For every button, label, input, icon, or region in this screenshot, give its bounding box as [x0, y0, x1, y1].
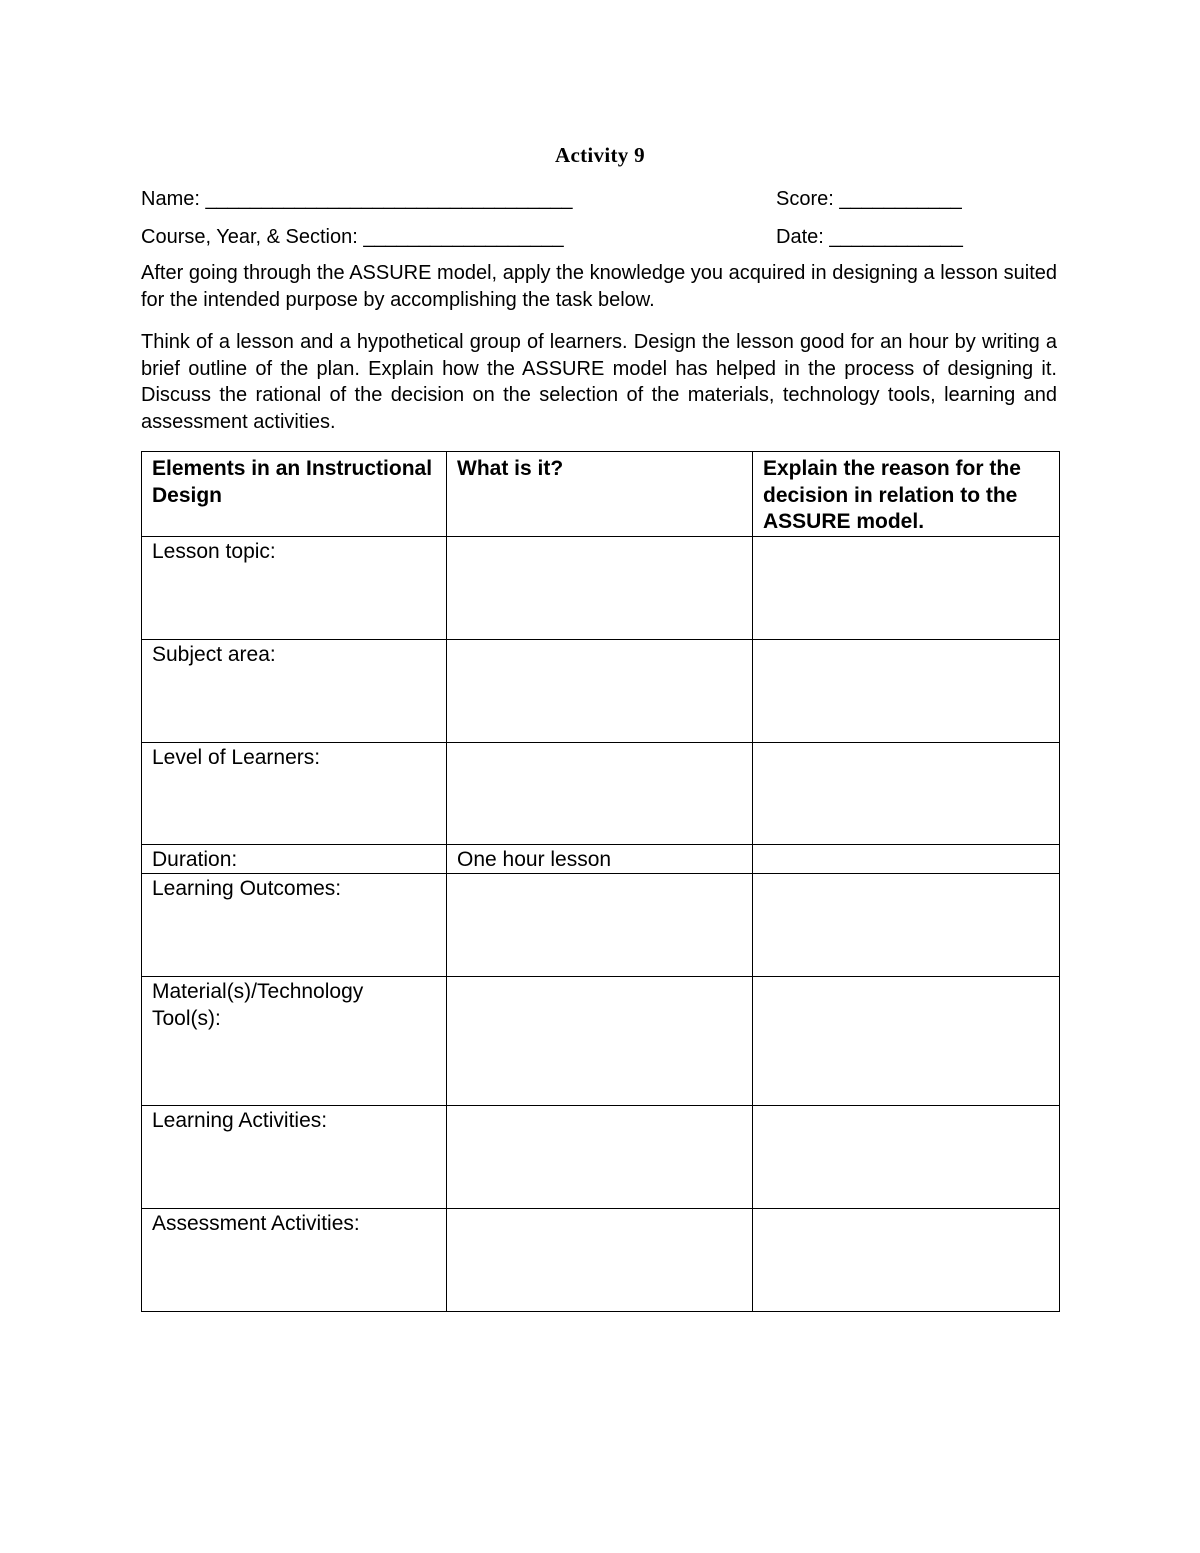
course-year-section-field[interactable]: Course, Year, & Section: __________________	[141, 226, 564, 248]
row-what-cell[interactable]	[447, 1209, 753, 1312]
row-reason-cell[interactable]	[753, 536, 1060, 639]
row-element-label: Subject area:	[142, 639, 447, 742]
row-reason-cell[interactable]	[753, 844, 1060, 874]
row-what-cell[interactable]	[447, 536, 753, 639]
row-reason-cell[interactable]	[753, 1106, 1060, 1209]
row-element-label: Learning Activities:	[142, 1106, 447, 1209]
table-row	[142, 536, 1060, 639]
page-title: Activity 9	[555, 143, 645, 167]
table-row	[142, 874, 1060, 977]
row-what-cell[interactable]	[447, 1106, 753, 1209]
row-what-cell[interactable]	[447, 874, 753, 977]
table-row	[142, 639, 1060, 742]
table-row	[142, 844, 1060, 874]
header-elements: Elements in an Instructional Design	[142, 452, 447, 537]
row-reason-cell[interactable]	[753, 742, 1060, 844]
row-element-label: Duration:	[142, 844, 447, 874]
row-element-label: Lesson topic:	[142, 536, 447, 639]
table-row	[142, 977, 1060, 1106]
instruction-paragraph-2: Think of a lesson and a hypothetical group of learners. Design the lesson good for an hour by writing a brief outline of the plan. Explain how the ASSURE model has helped in the process of designing it. Discuss the rational of the decision on the selection of the materials, technology tools, learning and assessment activities.	[141, 331, 1057, 433]
row-reason-cell[interactable]	[753, 1209, 1060, 1312]
row-what-cell[interactable]: One hour lesson	[447, 844, 753, 874]
row-reason-cell[interactable]	[753, 874, 1060, 977]
name-field[interactable]: Name: _________________________________	[141, 188, 573, 210]
row-element-label: Material(s)/Technology Tool(s):	[142, 977, 447, 1106]
table-row	[142, 1209, 1060, 1312]
date-field[interactable]: Date: ____________	[776, 226, 963, 248]
instruction-paragraph-1: After going through the ASSURE model, apply the knowledge you acquired in designing a lesson suited for the intended purpose by accomplishing the task below.	[141, 262, 1057, 311]
header-what-is-it: What is it?	[447, 452, 753, 537]
row-element-label: Level of Learners:	[142, 742, 447, 844]
table-row	[142, 1106, 1060, 1209]
row-element-label: Assessment Activities:	[142, 1209, 447, 1312]
score-field[interactable]: Score: ___________	[776, 188, 962, 210]
row-what-cell[interactable]	[447, 639, 753, 742]
table-header-row	[142, 452, 1060, 537]
row-reason-cell[interactable]	[753, 977, 1060, 1106]
row-reason-cell[interactable]	[753, 639, 1060, 742]
instructional-design-table	[141, 451, 1060, 1312]
row-what-cell[interactable]	[447, 742, 753, 844]
row-element-label: Learning Outcomes:	[142, 874, 447, 977]
row-what-cell[interactable]	[447, 977, 753, 1106]
table-row	[142, 742, 1060, 844]
header-explain-reason: Explain the reason for the decision in relation to the ASSURE model.	[753, 452, 1060, 537]
